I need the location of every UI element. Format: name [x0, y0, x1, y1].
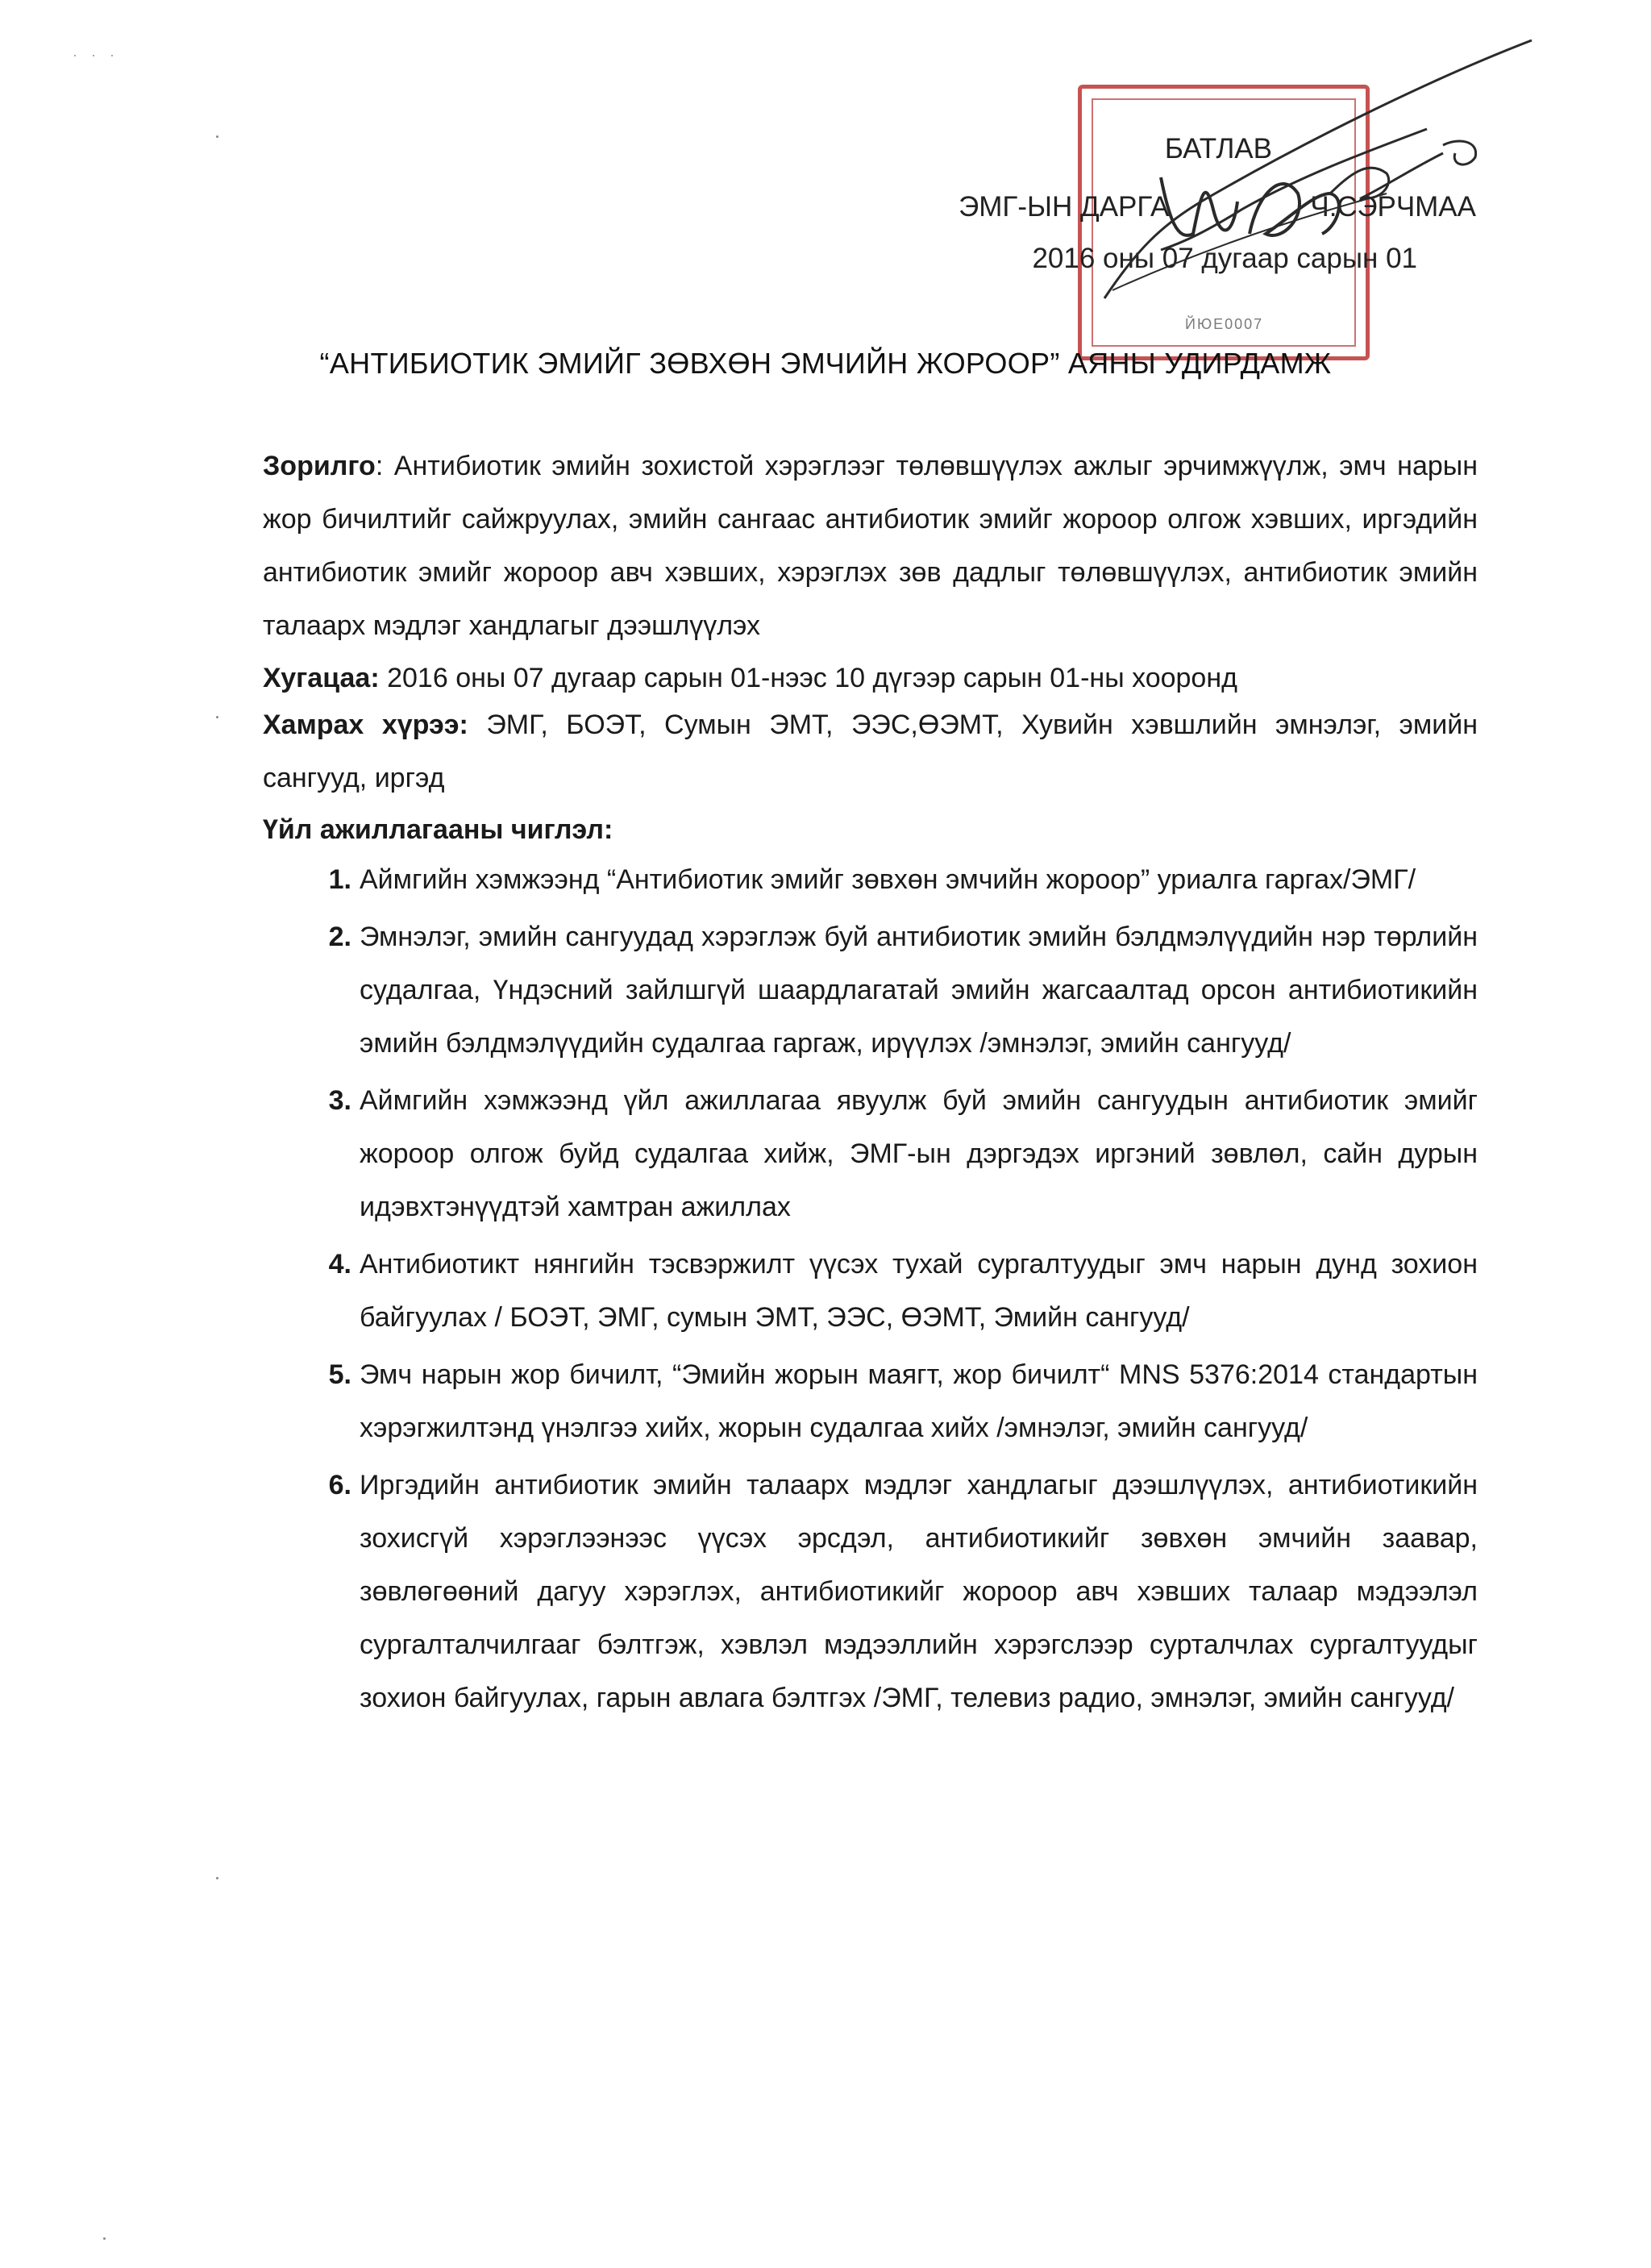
duration-label: Хугацаа: — [263, 663, 380, 693]
approval-date: 2016 оны 07 дугаар сарын 01 — [1032, 243, 1417, 274]
scan-dot — [103, 2237, 106, 2240]
list-item — [263, 1074, 1478, 1234]
list-item — [263, 1238, 1478, 1344]
list-item-text: Аймгийн хэмжээнд үйл ажиллагаа явуулж буй эмийн сангуудын антибиотик эмийг жороор олгож буйд судалгаа хийж, ЭМГ-ын дэргэдэх иргэний зөвлөл, сайн дурын идэвхтэнүүдтэй хамтран ажиллах — [360, 1085, 1478, 1222]
list-item — [263, 853, 1478, 906]
duration-text: 2016 оны 07 дугаар сарын 01-нээс 10 дүгээр сарын 01-ны хооронд — [379, 663, 1237, 693]
scope-text: ЭМГ, БОЭТ, Сумын ЭМТ, ЭЭС,ӨЭМТ, Хувийн хэвшлийн эмнэлэг, эмийн сангууд, иргэд — [263, 710, 1478, 793]
document-title: “АНТИБИОТИК ЭМИЙГ ЗӨВХӨН ЭМЧИЙН ЖОРООР” АЯНЫ УДИРДАМЖ — [319, 347, 1332, 380]
goal-paragraph — [263, 439, 1478, 652]
activities-heading: Үйл ажиллагааны чиглэл: — [263, 814, 613, 845]
scan-dot — [216, 1877, 218, 1879]
approval-title: БАТЛАВ — [1164, 133, 1272, 164]
goal-label: Зорилго — [263, 451, 376, 481]
list-item-number: 5. — [328, 1359, 351, 1390]
list-item — [263, 1348, 1478, 1454]
list-item-text: Эмнэлэг, эмийн сангуудад хэрэглэж буй антибиотик эмийн бэлдмэлүүдийн нэр төрлийн судалгаа, Үндэсний зайлшгүй шаардлагатай эмийн жагсаалтад орсон антибиотикийн эмийн бэлдмэлүүдийн судалгаа гаргаж, ирүүлэх /эмнэлэг, эмийн сангууд/ — [360, 922, 1478, 1059]
list-item-number: 4. — [328, 1249, 351, 1280]
approval-role: ЭМГ-ЫН ДАРГА Ч.СЭРЧМАА — [959, 191, 1476, 223]
list-item-text: Иргэдийн антибиотик эмийн талаарх мэдлэг хандлагыг дээшлүүлэх, антибиотикийн зохисгүй хэрэглээнээс үүсэх эрсдэл, антибиотикийг зөвхөн эмчийн заавар, зөвлөгөөний дагуу хэрэглэх, антибиотикийг жороор авч хэвших талаар мэдээлэл сургалталчилгааг бэлтгэж, хэвлэл мэдээллийн хэрэгслээр сурталчлах сургалтуудыг зохион байгуулах, гарын авлага бэлтгэх /ЭМГ, телевиз радио, эмнэлэг, эмийн сангууд/ — [360, 1470, 1478, 1713]
list-item-text: Эмч нарын жор бичилт, “Эмийн жорын маягт, жор бичилт“ MNS 5376:2014 стандартын хэрэгжилтэнд үнэлгээ хийх, жорын судалгаа хийх /эмнэлэг, эмийн сангууд/ — [360, 1359, 1478, 1443]
duration-paragraph — [263, 651, 1478, 705]
scan-dot — [216, 135, 218, 138]
scan-dot — [216, 716, 218, 718]
list-item-number: 6. — [328, 1470, 351, 1500]
list-item — [263, 910, 1478, 1070]
list-item-number: 2. — [328, 922, 351, 952]
scan-artifact: · · · — [73, 47, 119, 63]
goal-text: : Антибиотик эмийн зохистой хэрэглээг төлөвшүүлэх ажлыг эрчимжүүлж, эмч нарын жор бичилтийг сайжруулах, эмийн сангаас антибиотик эмийг жороор олгож хэвших, иргэдийн антибиотик эмийг жороор авч хэвших, хэрэглэх зөв дадлыг төлөвшүүлэх, антибиотик эмийн талаарх мэдлэг хандлагыг дээшлүүлэх — [263, 451, 1478, 641]
activities-list — [263, 853, 1478, 1729]
list-item-number: 3. — [328, 1085, 351, 1116]
list-item-text: Аймгийн хэмжээнд “Антибиотик эмийг зөвхөн эмчийн жороор” уриалга гаргах/ЭМГ/ — [360, 864, 1416, 895]
stamp-code: ЙЮЕ0007 — [1185, 316, 1264, 332]
scope-label: Хамрах хүрээ: — [263, 710, 468, 740]
signature — [1040, 32, 1548, 339]
list-item-number: 1. — [328, 864, 351, 895]
list-item — [263, 1459, 1478, 1725]
scope-paragraph — [263, 698, 1478, 805]
list-item-text: Антибиотикт нянгийн тэсвэржилт үүсэх тухай сургалтуудыг эмч нарын дунд зохион байгуулах / БОЭТ, ЭМГ, сумын ЭМТ, ЭЭС, ӨЭМТ, Эмийн сангууд/ — [360, 1249, 1478, 1333]
